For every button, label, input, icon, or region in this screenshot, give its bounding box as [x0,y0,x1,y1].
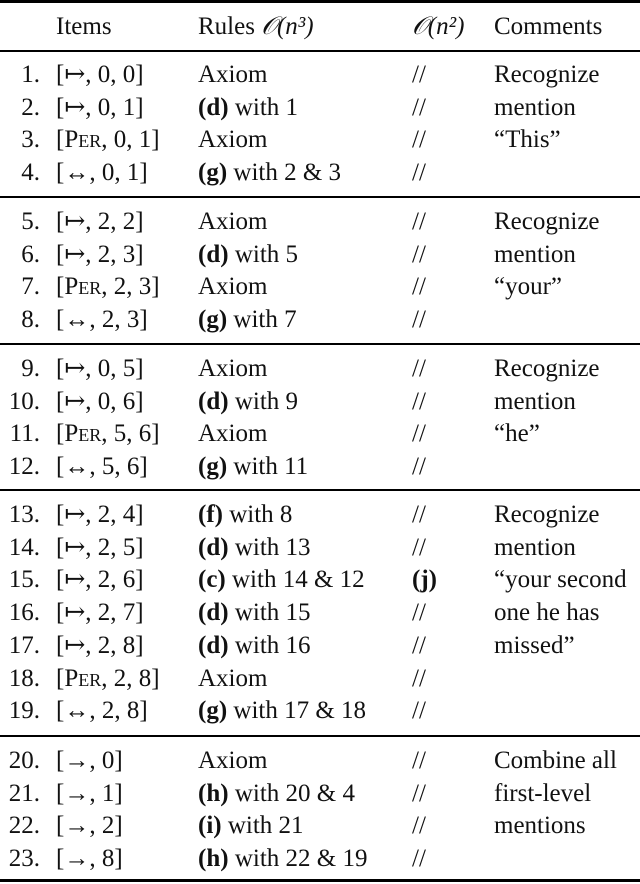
row-number: 12. [8,453,40,481]
row-n2: (j) [412,566,437,594]
header-rules-complexity: 𝒪(n³) [261,13,314,40]
row-comment: Recognize [494,501,600,528]
table-row [0,498,640,531]
row-n2: // [412,420,426,448]
row-item: [Per, 2, 3] [56,273,160,301]
rule-text: Axiom [198,126,268,154]
row-comment: mention [494,93,576,121]
header-n2: 𝒪(n²) [412,13,465,40]
row-rule [198,417,267,450]
row-n2: // [412,697,426,725]
row-number: 22. [8,812,40,840]
table-row [0,205,640,238]
row-comment: one he has [494,599,600,627]
row-number: 8. [21,306,40,334]
row-rule [198,91,298,124]
row-item: [→, 1] [56,779,123,807]
table-row [0,694,640,727]
table-row [0,744,640,777]
row-comment: Recognize [494,208,600,235]
rule-label: (d) [198,599,229,627]
row-number: 6. [21,240,40,268]
row-item: [↦, 2, 5] [56,533,144,561]
row-rule [198,694,366,727]
table-row [0,156,640,189]
row-item: [↔, 2, 3] [56,306,148,334]
row-rule [198,809,304,842]
rule-text: with 7 [227,306,297,334]
row-item: [↦, 2, 7] [56,599,144,627]
rule-text: Axiom [198,208,268,235]
row-number: 20. [8,747,40,774]
row-number: 4. [21,159,40,187]
rule-label: (d) [198,240,229,268]
row-comment: mention [494,240,576,268]
row-n2: // [412,599,426,627]
row-number: 10. [8,387,40,415]
table-row [0,238,640,271]
table-row [0,270,640,303]
row-rule [198,123,267,156]
row-item: [↦, 0, 6] [56,387,144,415]
row-n2: // [412,126,426,154]
table-row [0,842,640,875]
rule-text: with 20 & 4 [228,779,355,807]
rule-text: with 17 & 18 [227,697,367,725]
header-rules [198,10,314,44]
row-item: [→, 8] [56,845,123,873]
row-n2: // [412,273,426,301]
rule-text: Axiom [198,420,268,448]
rule-label: (g) [198,697,228,725]
row-item: [→, 2] [56,812,123,840]
row-item: [↦, 2, 2] [56,208,144,235]
rule-label: (d) [198,631,229,659]
top-rule [0,0,640,3]
rule-text: with 8 [222,501,293,528]
row-rule [198,238,298,271]
row-n2: // [412,664,426,692]
group-separator [0,735,640,737]
rule-text: Axiom [198,273,268,301]
row-item: [Per, 2, 8] [56,664,160,692]
row-rule [198,563,365,596]
row-item: [↦, 0, 5] [56,355,144,382]
row-rule [198,450,308,483]
table-row [0,352,640,385]
row-comment: Recognize [494,355,600,382]
row-rule [198,744,267,777]
row-number: 17. [8,631,40,659]
rule-text: with 15 [228,599,311,627]
row-number: 5. [21,208,40,235]
rule-text: Axiom [198,664,268,692]
header-items: Items [56,13,112,40]
table-row [0,123,640,156]
table-row [0,58,640,91]
row-item: [→, 0] [56,747,123,774]
row-n2: // [412,453,426,481]
row-n2: // [412,779,426,807]
row-rule [198,596,311,629]
row-n2: // [412,306,426,334]
rule-label: (d) [198,533,229,561]
row-comment: first-level [494,779,592,807]
rule-text: Axiom [198,355,268,382]
row-item: [↦, 2, 4] [56,501,144,528]
group-separator [0,196,640,198]
row-rule [198,156,341,189]
rule-label: (i) [198,812,222,840]
row-rule [198,777,355,810]
table-row [0,417,640,450]
row-n2: // [412,501,426,528]
rule-label: (h) [198,779,229,807]
row-n2: // [412,387,426,415]
table-row [0,629,640,662]
rule-label: (d) [198,387,229,415]
rule-text: with 5 [228,240,299,268]
row-comment: Combine all [494,747,617,774]
row-number: 16. [8,599,40,627]
row-item: [↔, 5, 6] [56,453,148,481]
rule-label: (c) [198,566,226,594]
row-rule [198,352,267,385]
rule-text: Axiom [198,747,268,774]
header-comments: Comments [494,13,603,40]
row-rule [198,629,311,662]
row-item: [↔, 2, 8] [56,697,148,725]
row-n2: // [412,631,426,659]
rule-text: with 13 [228,533,311,561]
row-comment: missed” [494,631,575,659]
row-number: 21. [8,779,40,807]
row-comment: “he” [494,420,540,448]
rule-text: with 22 & 19 [228,845,368,873]
row-number: 19. [8,697,40,725]
row-n2: // [412,240,426,268]
table-row [0,303,640,336]
table-row [0,450,640,483]
row-rule [198,303,297,336]
row-rule [198,531,311,564]
row-number: 7. [21,273,40,301]
group-separator [0,489,640,491]
row-comment: mentions [494,812,586,840]
table-row [0,91,640,124]
row-comment: “This” [494,126,561,154]
row-comment: Recognize [494,61,600,88]
row-rule [198,662,267,695]
row-rule [198,842,367,875]
row-rule [198,58,267,91]
row-number: 18. [8,664,40,692]
rule-text: with 2 & 3 [227,159,342,187]
row-item: [↦, 2, 8] [56,631,144,659]
rule-label: (g) [198,453,228,481]
row-number: 9. [21,355,40,382]
row-number: 15. [8,566,40,594]
row-item: [↦, 2, 6] [56,566,144,594]
row-n2: // [412,533,426,561]
rule-text: with 9 [228,387,299,415]
row-comment: “your” [494,273,563,301]
table-row [0,777,640,810]
row-n2: // [412,845,426,873]
row-item: [↦, 0, 0] [56,61,144,88]
table-row [0,563,640,596]
group-separator [0,343,640,345]
row-item: [↦, 2, 3] [56,240,144,268]
rule-text: with 14 & 12 [225,566,365,594]
table-row [0,531,640,564]
row-comment: mention [494,387,576,415]
row-n2: // [412,747,426,774]
row-n2: // [412,61,426,88]
row-item: [↦, 0, 1] [56,93,144,121]
rule-text: with 1 [228,93,299,121]
header-rules-label: Rules [198,13,262,40]
row-n2: // [412,812,426,840]
bottom-rule [0,879,640,882]
row-n2: // [412,355,426,382]
row-number: 13. [8,501,40,528]
row-rule [198,270,267,303]
table-row [0,596,640,629]
row-number: 2. [21,93,40,121]
table-row [0,809,640,842]
row-item: [↔, 0, 1] [56,159,148,187]
rule-text: with 11 [227,453,309,481]
row-number: 1. [21,61,40,88]
rule-text: with 16 [228,631,311,659]
rule-label: (f) [198,501,223,528]
row-comment: mention [494,533,576,561]
row-n2: // [412,159,426,187]
row-rule [198,205,267,238]
rule-text: with 21 [221,812,304,840]
row-item: [Per, 5, 6] [56,420,160,448]
row-comment: “your second [494,566,627,594]
row-number: 11. [9,420,40,448]
rule-label: (g) [198,159,228,187]
table-row [0,385,640,418]
row-rule [198,385,298,418]
row-n2: // [412,93,426,121]
table-row [0,662,640,695]
rule-label: (d) [198,93,229,121]
rule-label: (g) [198,306,228,334]
row-number: 23. [8,845,40,873]
row-n2: // [412,208,426,235]
row-number: 14. [8,533,40,561]
rule-text: Axiom [198,61,268,88]
row-item: [Per, 0, 1] [56,126,160,154]
header-rule [0,50,640,52]
rule-label: (h) [198,845,229,873]
row-number: 3. [21,126,40,154]
row-rule [198,498,292,531]
